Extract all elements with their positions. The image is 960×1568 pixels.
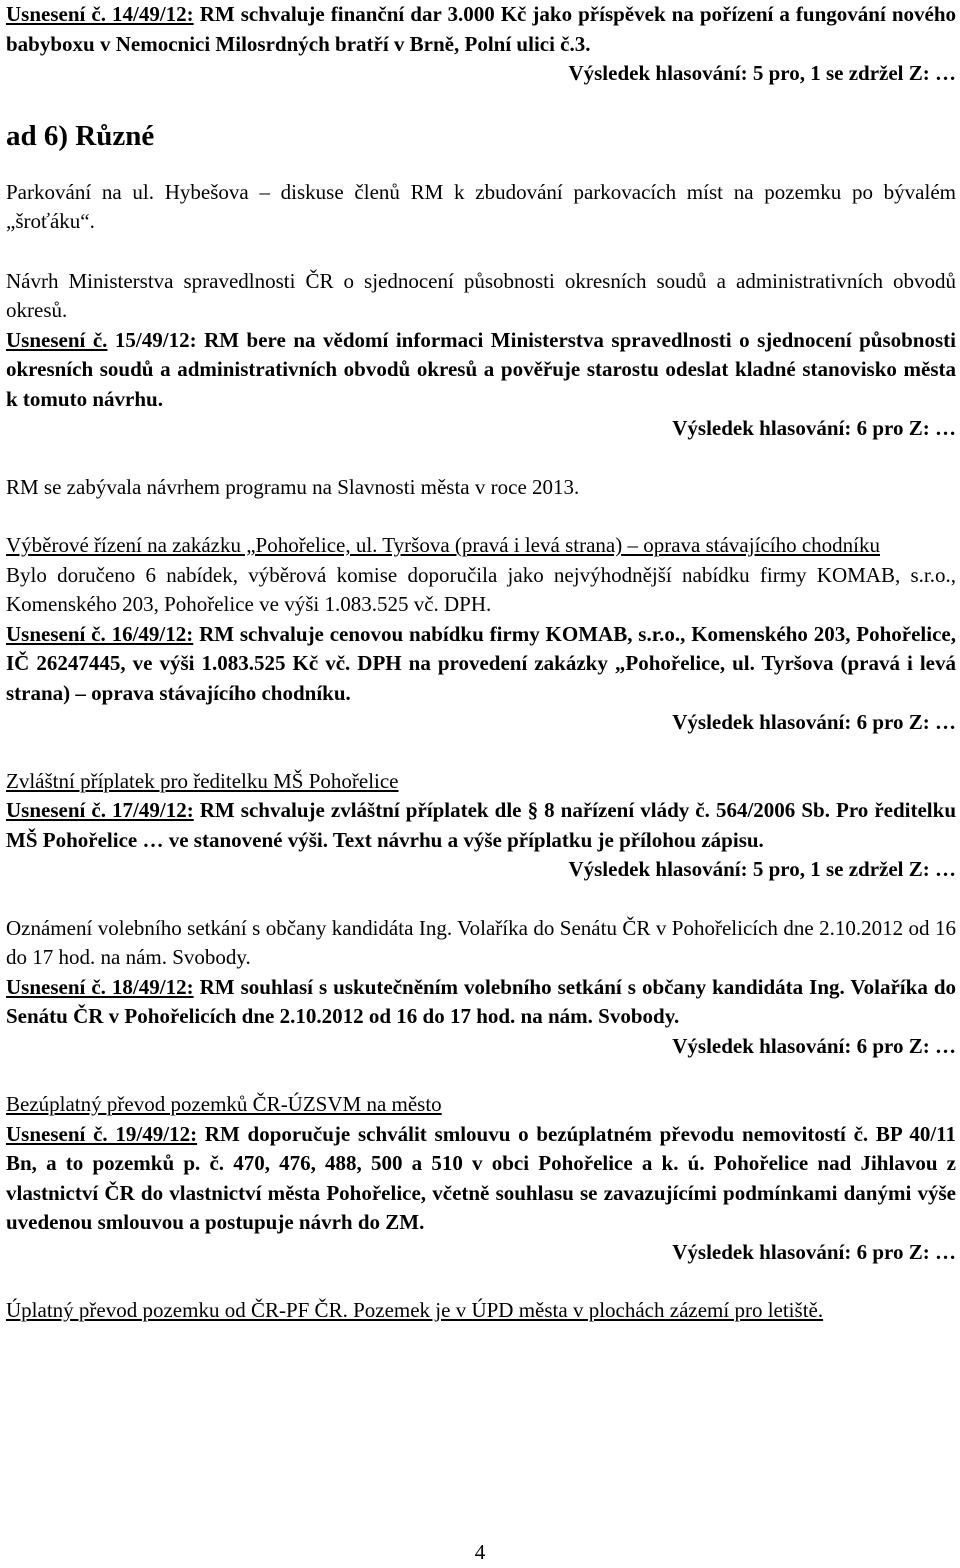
resolution-label: Usnesení č. 18/49/12: — [6, 974, 194, 999]
resolution-17 — [6, 796, 956, 855]
paid-transfer-item: Úplatný převod pozemku od ČR-PF ČR. Pozemek je v ÚPD města v plochách zázemí pro letiště. — [6, 1298, 824, 1322]
resolution-text: 15/49/12: RM bere na vědomí informaci Ministerstva spravedlnosti o sjednocení působnosti okresních soudů a administrativních obvodů okresů a pověřuje starostu odeslat kladné stanovisko města k tomuto návrhu. — [6, 327, 956, 411]
ministry-proposal: Návrh Ministerstva spravedlnosti ČR o sjednocení působnosti okresních soudů a administrativních obvodů okresů. — [6, 268, 956, 322]
resolution-19 — [6, 1120, 956, 1238]
tender-text: Bylo doručeno 6 nabídek, výběrová komise doporučila jako nejvýhodnější nabídku firmy KOMAB, s.r.o., Komenského 203, Pohořelice ve výši 1.083.525 vč. DPH. — [6, 562, 956, 616]
vote-result: Výsledek hlasování: 6 pro Z: … — [672, 416, 956, 440]
page-number: 4 — [474, 1540, 486, 1564]
meeting-announcement: Oznámení volebního setkání s občany kandidáta Ing. Volaříka do Senátu ČR v Pohořelicích dne 2.10.2012 od 16 do 17 hod. na nám. Svobody. — [6, 915, 956, 969]
resolution-text: RM souhlasí s uskutečněním volebního setkání s občany kandidáta Ing. Volaříka do Senátu ČR v Pohořelicích dne 2.10.2012 od 16 do 17 hod. na nám. Svobody. — [6, 974, 957, 1028]
resolution-label: Usnesení č. — [6, 327, 108, 352]
resolution-label: Usnesení č. 17/49/12: — [6, 798, 194, 822]
vote-result: Výsledek hlasování: 6 pro Z: … — [672, 1033, 956, 1058]
resolution-label: Usnesení č. 19/49/12: — [6, 1121, 198, 1146]
resolution-label: Usnesení č. 16/49/12: — [6, 621, 194, 646]
vote-result: Výsledek hlasování: 5 pro, 1 se zdržel Z: … — [568, 857, 956, 881]
resolution-text: RM schvaluje cenovou nabídku firmy KOMAB, s.r.o., Komenského 203, Pohořelice, IČ 26247445, ve výši 1.083.525 Kč vč. DPH na provedení zakázky „Pohořelice, ul. Tyršova (pravá i levá strana) – oprava stávajícího chodníku. — [6, 621, 956, 705]
resolution-15 — [6, 326, 956, 415]
section-heading: ad 6) Různé — [6, 119, 155, 152]
resolution-text: RM schvaluje finanční dar 3.000 Kč jako příspěvek na pořízení a fungování nového babyboxu v Nemocnici Milosrdných bratří v Brně, Polní ulici č.3. — [6, 2, 957, 56]
resolution-label: Usnesení č. 14/49/12: — [6, 2, 194, 26]
resolution-16 — [6, 620, 956, 709]
resolution-text: RM schvaluje zvláštní příplatek dle § 8 nařízení vlády č. 564/2006 Sb. Pro ředitelku MŠ Pohořelice … ve stanovené výši. Text návrhu a výše příplatku je přílohou zápisu. — [6, 798, 956, 852]
resolution-18 — [6, 973, 956, 1032]
vote-result: Výsledek hlasování: 5 pro, 1 se zdržel Z: … — [568, 61, 956, 85]
vote-result: Výsledek hlasování: 6 pro Z: … — [672, 1239, 956, 1264]
transfer-title: Bezúplatný převod pozemků ČR-ÚZSVM na město — [6, 1092, 442, 1116]
resolution-14 — [6, 0, 956, 59]
festival-item: RM se zabývala návrhem programu na Slavnosti města v roce 2013. — [6, 474, 580, 499]
tender-title: Výběrové řízení na zakázku „Pohořelice, ul. Tyršova (pravá i levá strana) – oprava stávajícího chodníku — [6, 533, 880, 557]
vote-result: Výsledek hlasování: 6 pro Z: … — [672, 710, 956, 734]
bonus-title: Zvláštní příplatek pro ředitelku MŠ Pohořelice — [6, 768, 399, 793]
resolution-text: RM doporučuje schválit smlouvu o bezúplatném převodu nemovitostí č. BP 40/11 Bn, a to pozemků p. č. 470, 476, 488, 500 a 510 v obci Pohořelice a k. ú. Pohořelice nad Jihlavou z vlastnictví ČR do vlastnictví města Pohořelice, včetně souhlasu se zavazujícími podmínkami danými výše uvedenou smlouvou a postupuje návrh do ZM. — [6, 1121, 956, 1234]
parking-item: Parkování na ul. Hybešova – diskuse členů RM k zbudování parkovacích míst na pozemku po bývalém „šroťáku“. — [6, 179, 956, 233]
